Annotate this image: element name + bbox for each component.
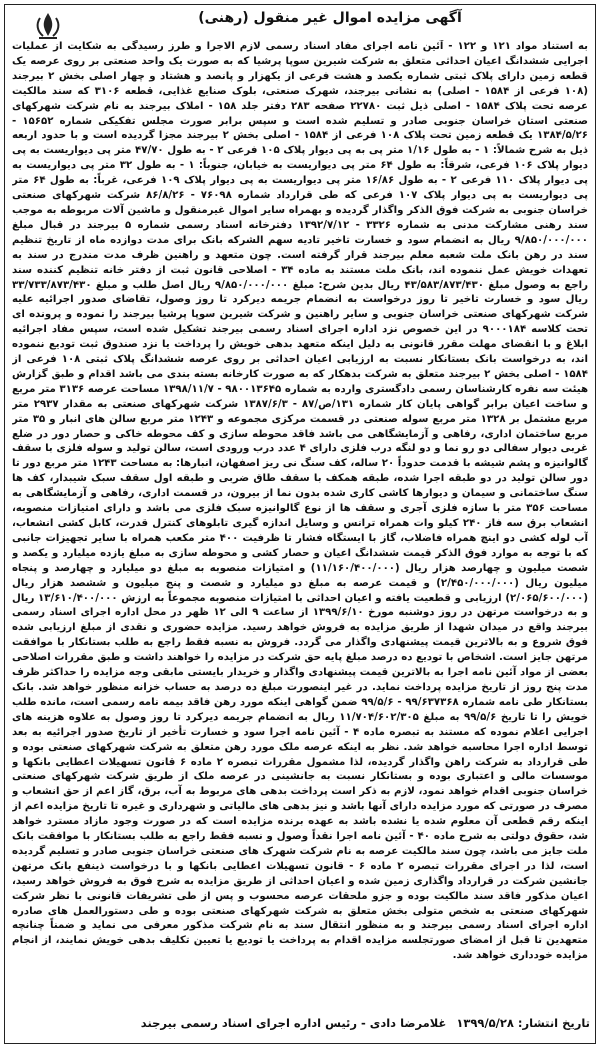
notice-header [8,8,592,40]
publish-date: تاریخ انتشار: ۱۳۹۹/۵/۲۸ [456,1016,590,1030]
notice-body [12,40,588,1010]
notice-footer [12,1016,590,1036]
notice-title: آگهی مزایده اموال غیر منقول (رهنی) [198,10,462,26]
signer: غلامرضا دادی - رئیس اداره اجرای اسناد رسمی بیرجند [140,1016,447,1030]
iran-emblem-icon [30,10,66,42]
notice-body-paragraph: به استناد مواد ۱۲۱ و ۱۲۲ - آئین نامه اجرای مفاد اسناد رسمی لازم الاجرا و طرز رسیدگی به شکایت از عملیات اجرایی ششدانگ اعیان احداثی متعلق به شرکت شیرین سوپا پرشیا که به صورت یک واحد صنعتی بر روی عرصه یک قطعه زمین دارای پلاک ثبتی شماره یکصد و هشت فرعی از یکهزار و پانصد و هشتاد و چهار اصلی بخش ۲ بیرجند (۱۰۸ فرعی از ۱۵۸۴ - اصلی) به نشانی بیرجند، شهرک صنعتی، بلوک صنایع غذایی، قطعه ۳۱۰۶ که سند مالکیت عرصه تحت پلاک ۱۵۸۴ - اصلی ذیل ثبت ۲۲۷۸۰ صفحه ۲۸۳ دفتر جلد ۱۵۸ - املاک بیرجند به نام شرکت شهرکهای صنعتی استان خراسان جنوبی صادر و تسلیم شده است و سپس برابر صورت مجلس تفکیکی شماره ۱۵۶۵۲ - ۱۳۸۴/۵/۲۶ یک قطعه زمین تحت پلاک ۱۰۸ فرعی از ۱۵۸۴ - اصلی بخش ۲ بیرجند مجزا گردیده است و با حدود اربعه ذیل به شرح شمالاً: ۱ - به طول ۱/۱۶ متر پی به پی دیوار پلاک ۱۰۵ فرعی ۲ - به طول ۴۷/۷۰ متر پی دیواریست به پی دیوار پلاک ۱۰۶ فرعی، شرقاً: به طول ۶۴ متر پی دیواریست به خیابان، جنوباً: ۱ - به طول ۳۲ متر پی دیواریست به پی دیوار پلاک ۱۱۰ فرعی ۲ - به طول ۱۶/۸۶ متر پی دیواریست به پی دیوار پلاک ۱۰۹ فرعی، غرباً: به طول ۶۴ متر پی دیواریست به پی دیوار پلاک ۱۰۷ فرعی که طی قرارداد شماره ۷۶۰۹۸ - ۸۶/۸/۲۶ شرکت شهرکهای صنعتی خراسان جنوبی به شرکت فوق الذکر واگذار گردیده و بهمراه سایر اموال غیرمنقول و ماشین آلات مربوطه به موجب سند رهنی مشارکت مدنی به شماره ۳۳۲۶ - ۱۳۹۲/۷/۱۲ دفترخانه اسناد رسمی شماره ۵ بیرجند در قبال مبلغ ۹/۸۵۰/۰۰۰/۰۰۰ ریال به انضمام سود و خسارت تاخیر تادیه سهم الشرکه بانک برای مدت دوازده ماه از تاریخ تنظیم سند در رهن بانک ملت شعبه معلم بیرجند قرار گرفته است. چون متعهد و راهنین ظرف مدت مندرج در سند به تعهدات خویش عمل ننموده اند، بانک ملت مستند به ماده ۳۴ - اصلاحی قانون ثبت از دفتر خانه تنظیم کننده سند راجع به وصول مبلغ ۴۳/۵۸۳/۸۷۳/۴۳۰ ریال بدین شرح: مبلغ ۹/۸۵۰/۰۰۰/۰۰۰ ریال اصل طلب و مبلغ ۳۳/۷۳۳/۸۷۳/۴۳۰ ریال سود و خسارت تاخیر تا روز درخواست به انضمام جریمه دیرکرد تا روز وصول، تقاضای صدور اجرائیه علیه شرکت شهرکهای صنعتی خراسان جنوبی و سایر راهنین و شرکت شیرین سوپا پرشیا بیرجند را نموده و پرونده ای تحت کلاسه ۹۰۰۰۱۸۴ در این خصوص نزد اداره اجرای اسناد رسمی بیرجند تشکیل شده است، سپس مفاد اجرائیه ابلاغ و با انقضای مهلت مقرر قانونی به دلیل اینکه متعهد بدهی خویش را پرداخت یا نزد صندوق ثبت تودیع ننموده اند، به درخواست بانک بستانکار نسبت به ارزیابی اعیان احداثی بر روی عرصه ششدانگ پلاک ثبتی ۱۰۸ فرعی از ۱۵۸۴ - اصلی بخش ۲ بیرجند متعلق به شرکت بدهکار که به صورت کارخانه بسته بندی می باشد اقدام و طبق گزارش هیئت سه نفره کارشناسان رسمی دادگستری وارده به شماره ۹۸۰۰۱۳۶۴۵ - ۱۳۹۸/۱۱/۷ مساحت عرصه ۳۱۳۶ متر مربع و ساخت اعیان برابر گواهی پایان کار شماره ۱۳۱/ص/۸۷ - ۱۳۸۷/۶/۳ شرکت شهرکهای صنعتی به مقدار ۲۹۳۷ متر مربع مشتمل بر ۱۳۲۸ متر مربع سوله صنعتی در قسمت مرکزی مجموعه و ۱۲۴۳ متر مربع سالن های انبار و ۳۵ متر مربع ساختمان اداری، رفاهی و آزمایشگاهی می باشد فاقد محوطه سازی و کف محوطه خاکی و حصار دور در ضلع غربی دیوار سفالی دو رو نما و دو لنگه درب فلزی دارای ۴ عدد درب ورودی است، سالن تولید و سوله فلزی با سقف گالوانیزه و پشم شیشه با قدمت حدوداً ۲۰ ساله، کف سنگ نی ریز اصفهان، انبارها: به مساحت ۱۲۴۳ متر مربع دور تا دور سالن تولید در دو طبقه اجرا شده، طبقه همکف با سقف طاق ضربی و طبقه اول سقف سبک شیبدار، کف ها سنگ ساختمانی و سیمان و دیوارها کاشی کاری شده بدون نما از بیرون، در قسمت اداری، رفاهی و آزمایشگاهی به مساحت ۳۵۶ متر با سازه فلزی آجری و سقف ها از نوع گالوانیزه سبک فلزی می باشد و دارای امتیازات منصوبه، انشعاب برق سه فاز ۲۴۰ کیلو وات همراه ترانس و وسایل اندازه گیری تابلوهای کنترل قدرت، کابل کشی انشعاب، آب لوله کشی دو اینچ همراه فاضلاب، گاز با ایستگاه فشار تا ظرفیت ۴۰۰ متر مکعب همراه با سایر تجهیزات جانبی که با توجه به موارد فوق الذکر قیمت ششدانگ اعیان و حصار کشی و محوطه سازی به مبلغ یازده میلیارد و یکصد و شصت میلیون و چهارصد هزار ریال (۱۱/۱۶۰/۴۰۰/۰۰۰) و امتیازات منصوبه به مبلغ دو میلیارد و چهارصد و پنجاه میلیون ریال (۲/۴۵۰/۰۰۰/۰۰۰) و قیمت عرصه به مبلغ دو میلیارد و شصت و پنج میلیون و ششصد هزار ریال (۲/۰۶۵/۶۰۰/۰۰۰) ارزیابی و قطعیت یافته و اعیان احداثی با امتیازات منصوبه مجموعاً به ارزش ۱۳/۶۱۰/۴۰۰/۰۰۰ ریال و به درخواست مرتهن در روز دوشنبه مورخ ۱۳۹۹/۶/۱۰ از ساعت ۹ الی ۱۲ ظهر در محل اداره اجرای اسناد رسمی بیرجند واقع در میدان شهدا از طریق مزایده به فروش خواهد رسید. مزایده حضوری و نقدی از مبلغ ارزیابی شده فوق شروع و به بالاترین قیمت پیشنهادی واگذار می گردد. فروش به نسبه فقط راجع به طلب بستانکار با موافقت مرتهن جایز است. اشخاص با تودیع ده درصد مبلغ پایه حق شرکت در مزایده را خواهند داشت و طبق مقررات اصلاحی بعضی از مواد آئین نامه اجرا به بالاترین قیمت پیشنهادی واگذار و خریدار بایستی مابقی وجه مزایده را حداکثر ظرف مدت پنج روز از تاریخ مزایده پرداخت نماید. در غیر اینصورت مبلغ ده درصد به حساب خزانه منظور خواهد شد. بانک بستانکار طی نامه شماره ۹۹/۶۳۷۳۶۸ - ۹۹/۵/۶ ضمن گواهی اینکه مورد رهن فاقد بیمه نامه رسمی است، مانده طلب خویش را تا تاریخ ۹۹/۵/۶ به مبلغ ۱۱/۷۰۴/۶۰۲/۳۰۵ ریال به انضمام جریمه دیرکرد تا روز وصول به علاوه هزینه های اجرایی اعلام نموده که مستند به تبصره ماده ۴ - آئین نامه اجرا سود و خسارت تأخیر از تاریخ صدور اجرائیه به بعد توسط اداره اجرا محاسبه خواهد شد. نظر به اینکه عرصه ملک مورد رهن متعلق به شرکت شهرکهای صنعتی بوده و طی قرارداد به شرکت راهن واگذار گردیده، لذا مشمول مقررات تبصره ۲ ماده ۶ قانون تسهیلات اعطایی بانکها و موسسات مالی و اعتباری بوده و بستانکار نسبت به جانشینی در عرصه ملک از طریق شرکت شهرکهای صنعتی خراسان جنوبی اقدام خواهد نمود، لازم به ذکر است پرداخت بدهی های مربوط به آب، برق، گاز اعم از حق انشعاب و مصرف در صورتی که مورد مزایده دارای آنها باشد و نیز بدهی های مالیاتی و شهرداری و غیره تا تاریخ مزایده اعم از اینکه رقم قطعی آن معلوم شده یا نشده باشد به عهده برنده مزایده است که در صورت وجود مازاد مسترد خواهد شد، حقوق دولتی به شرح ماده ۴۰ - آئین نامه اجرا نقداً وصول و نسبه فقط راجع به طلب بستانکار با موافقت بانک ملت جایز می باشد، چون سند مالکیت عرصه به نام شرکت شهرک های صنعتی خراسان جنوبی صادر و تسلیم گردیده است، لذا در اجرای مقررات تبصره ۲ ماده ۶ - قانون تسهیلات اعطایی بانکها و با درخواست ذینفع بانک مرتهن جانشین شرکت در قرارداد واگذاری زمین شده و اعیان احداثی از طریق مزایده به شرح فوق به فروش خواهد رسید، اعیان مذکور فاقد سند مالکیت بوده و جزو ملحقات عرصه محسوب و پس از طی تشریفات قانونی با نظر شرکت شهرکهای صنعتی به شخص متولی بخش متعلق به شرکت شهرکهای صنعتی بوده و طی دستورالعمل های صادره اداره اجرای اسناد رسمی بیرجند و به منظور انتقال سند به نام شرکت مذکور معرفی می نماید و ضمناً چنانچه متعهدین تا قبل از امضای صورتجلسه مزایده اقدام به پرداخت یا تودیع یا تعیین تکلیف بدهی خویش نمایند، از انجام مزایده خودداری خواهد شد. [12,41,588,962]
